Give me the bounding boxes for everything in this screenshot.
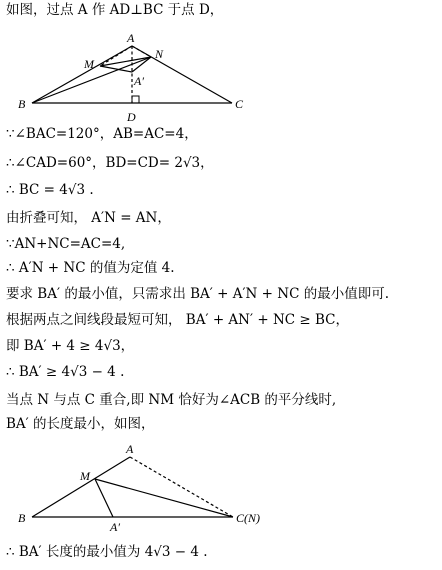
right-angle-mark <box>132 96 139 103</box>
segment-BA <box>32 46 132 103</box>
figure-1 <box>0 26 442 126</box>
text-line-4: ∴ BC = 4√3 . <box>6 182 94 198</box>
label-A-prime: A′ <box>110 520 120 534</box>
label-M: M <box>80 469 90 483</box>
text-line-9: 根据两点之间线段最短可知， BA′ + AN′ + NC ≥ BC， <box>6 312 349 328</box>
label-A-prime: A′ <box>134 74 144 88</box>
text-line-3: ∴∠CAD=60°，BD=CD= 2√3， <box>6 155 214 171</box>
text-line-6: ∵AN+NC=AC=4, <box>6 236 126 252</box>
text-line-13: BA′ 的长度最小，如图， <box>6 416 155 432</box>
text-line-5: 由折叠可知， A′N = AN， <box>6 210 171 226</box>
text-line-11: ∴ BA′ ≥ 4√3 − 4 . <box>6 364 125 380</box>
label-B: B <box>18 97 26 111</box>
text-line-8: 要求 BA′ 的最小值，只需求出 BA′ + A′N + NC 的最小值即可. <box>6 286 389 302</box>
label-C-N: C(N) <box>236 511 260 525</box>
text-line-10: 即 BA′ + 4 ≥ 4√3， <box>6 338 135 354</box>
segment-BA <box>32 457 130 517</box>
segment-MC <box>95 479 233 517</box>
label-M: M <box>84 57 94 71</box>
text-line-1: 如图，过点 A 作 AD⊥BC 于点 D， <box>6 2 224 18</box>
label-A: A <box>126 442 134 456</box>
label-A: A <box>127 31 135 45</box>
text-line-7: ∴ A′N + NC 的值为定值 4. <box>6 260 175 276</box>
figure-2 <box>0 440 442 540</box>
segment-AC-dashed <box>130 457 233 517</box>
text-line-14: ∴ BA′ 长度的最小值为 4√3 − 4 . <box>6 544 208 560</box>
segment-MA-prime <box>95 479 113 517</box>
text-line-2: ∵∠BAC=120°，AB=AC=4， <box>6 126 198 142</box>
label-B: B <box>18 511 26 525</box>
label-D: D <box>127 110 136 124</box>
text-line-12: 当点 N 与点 C 重合,即 NM 恰好为∠ACB 的平分线时, <box>6 392 337 408</box>
label-N: N <box>155 47 164 61</box>
label-C: C <box>235 97 244 111</box>
